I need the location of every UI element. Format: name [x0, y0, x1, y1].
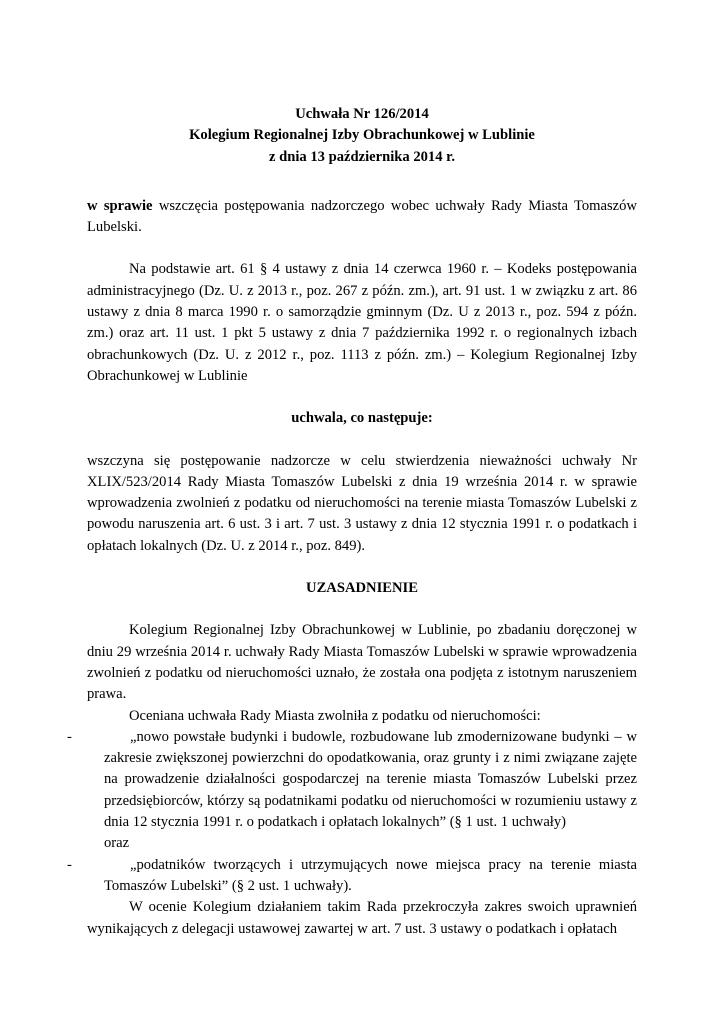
list-dash: -	[67, 856, 72, 873]
legal-basis-paragraph: Na podstawie art. 61 § 4 ustawy z dnia 14 czerwca 1960 r. – Kodeks postępowania administracyjnego (Dz. U. z 2013 r., poz. 267 z późn. zm.), art. 91 ust. 1 w związku z art. 86 ustawy z dnia 8 marca 1990 r. o samorządzie gminnym (Dz. U z 2013 r., poz. 594 z późn. zm.) oraz art. 11 ust. 1 pkt 5 ustawy z dnia 7 października 1992 r. o regionalnych izbach obrachunkowych (Dz. U. z 2012 r., poz. 1113 z późn. zm.) – Kolegium Regionalnej Izby Obrachunkowej w Lublinie	[87, 261, 637, 384]
issuing-body: Kolegium Regionalnej Izby Obrachunkowej w Lublinie	[189, 127, 535, 144]
justification-paragraph-2: Oceniana uchwała Rady Miasta zwolniła z podatku od nieruchomości:	[129, 707, 541, 724]
justification-paragraph-1: Kolegium Regionalnej Izby Obrachunkowej w Lublinie, po zbadaniu doręczonej w dniu 29 września 2014 r. uchwały Rady Miasta Tomaszów Lubelski w sprawie wprowadzenia zwolnień z podatku od nieruchomości uznało, że została ona podjęta z istotnym naruszeniem prawa.	[87, 622, 637, 703]
list-item	[67, 727, 637, 855]
subject-lead: w sprawie	[87, 197, 153, 214]
subject-text: wszczęcia postępowania nadzorczego wobec uchwały Rady Miasta Tomaszów Lubelski.	[87, 197, 637, 236]
list-item-text: „nowo powstałe budynki i budowle, rozbudowane lub zmodernizowane budynki – w zakresie zwiększonej powierzchni do opodatkowania, oraz grunty i z nimi związane zajęte na prowadzenie działalności gospodarczej na terenie miasta Tomaszów Lubelski przez przedsiębiorców, którzy są podatnikami podatku od nieruchomości w rozumieniu ustawy z dnia 12 stycznia 1991 r. o podatkach i opłatach lokalnych” (§ 1 ust. 1 uchwały)	[104, 728, 637, 831]
decision-paragraph: wszczyna się postępowanie nadzorcze w celu stwierdzenia nieważności uchwały Nr XLIX/523/2014 Rady Miasta Tomaszów Lubelski z dnia 19 września 2014 r. w sprawie wprowadzenia zwolnień z podatku od nieruchomości na terenie miasta Tomaszów Lubelski z powodu naruszenia art. 6 ust. 3 i art. 7 ust. 3 ustawy z dnia 12 stycznia 1991 r. o podatkach i opłatach lokalnych (Dz. U. z 2014 r., poz. 849).	[87, 452, 637, 554]
justification-paragraph-3: W ocenie Kolegium działaniem takim Rada przekroczyła zakres swoich uprawnień wynikających z delegacji ustawowej zawartej w art. 7 ust. 3 ustawy o podatkach i opłatach	[87, 899, 637, 937]
subject-paragraph	[87, 196, 637, 239]
list-item-text: „podatników tworzących i utrzymujących nowe miejsca pracy na terenie miasta Tomaszów Lubelski” (§ 2 ust. 1 uchwały).	[104, 856, 637, 894]
justification-title: UZASADNIENIE	[306, 580, 418, 597]
list-item-tail: oraz	[104, 835, 130, 852]
resolution-number: Uchwała Nr 126/2014	[295, 106, 429, 122]
list-item	[67, 855, 637, 898]
list-dash: -	[67, 728, 72, 745]
resolution-header	[87, 104, 637, 168]
resolves-heading: uchwala, co następuje:	[291, 410, 433, 427]
resolution-date: z dnia 13 października 2014 r.	[269, 148, 455, 165]
document-body	[67, 104, 637, 940]
